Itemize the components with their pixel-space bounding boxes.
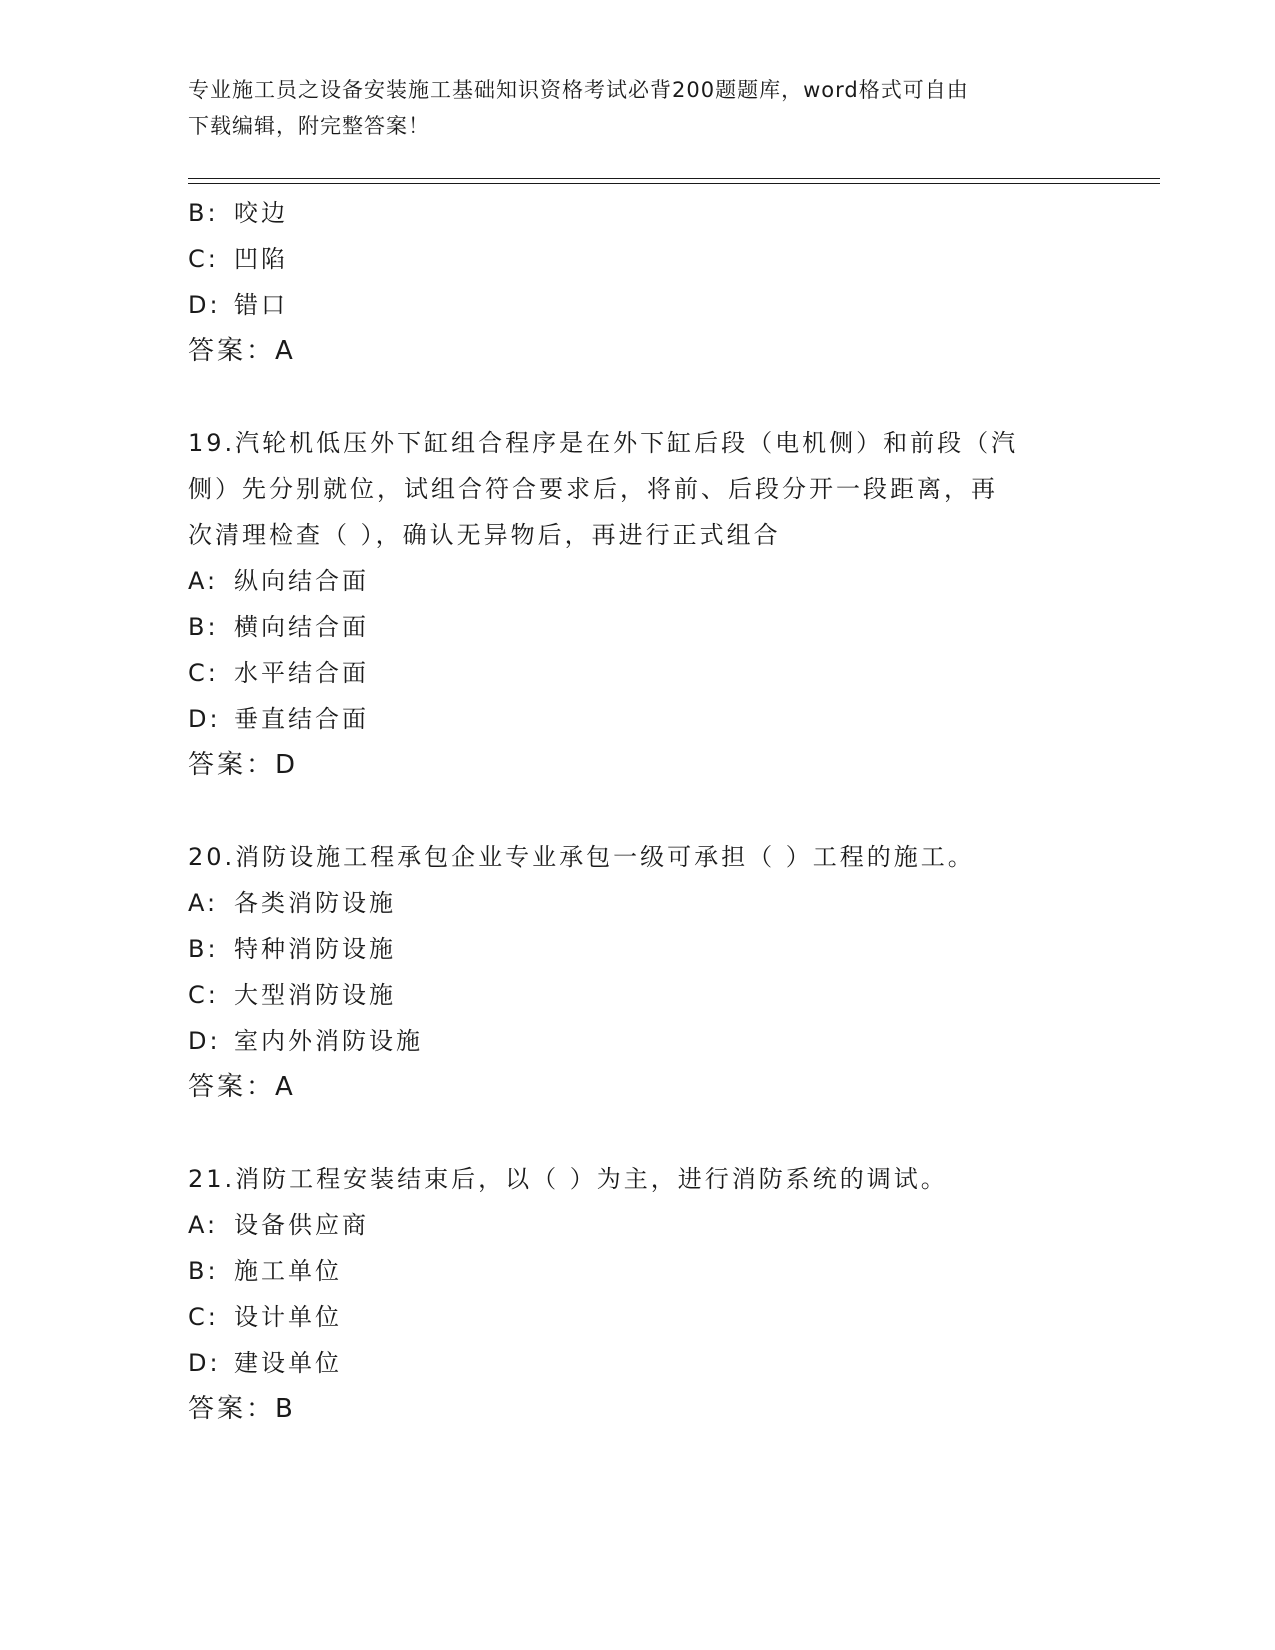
option-b: B: 特种消防设施 bbox=[188, 935, 396, 963]
option-c: C: 大型消防设施 bbox=[188, 981, 396, 1009]
question-19-block bbox=[188, 420, 1088, 788]
option-c: C: 水平结合面 bbox=[188, 659, 369, 687]
question-text-line: 20.消防设施工程承包企业专业承包一级可承担（ ）工程的施工。 bbox=[188, 843, 975, 871]
option-b: B: 施工单位 bbox=[188, 1257, 342, 1285]
document-header bbox=[188, 72, 1088, 144]
answer-line: 答案：A bbox=[188, 1072, 296, 1102]
question-list bbox=[188, 190, 1088, 1432]
option-d: D: 错口 bbox=[188, 291, 288, 319]
option-c: C: 凹陷 bbox=[188, 245, 288, 273]
option-c: C: 设计单位 bbox=[188, 1303, 342, 1331]
option-a: A: 设备供应商 bbox=[188, 1211, 369, 1239]
answer-line: 答案：D bbox=[188, 750, 299, 780]
header-line-1: 专业施工员之设备安装施工基础知识资格考试必背200题题库，word格式可自由 bbox=[188, 78, 969, 102]
answer-line: 答案：A bbox=[188, 336, 296, 366]
question-text-line: 侧）先分别就位，试组合符合要求后，将前、后段分开一段距离，再 bbox=[188, 475, 998, 503]
option-a: A: 各类消防设施 bbox=[188, 889, 396, 917]
question-text-line: 次清理检查（ ），确认无异物后，再进行正式组合 bbox=[188, 521, 781, 549]
header-line-2: 下载编辑，附完整答案！ bbox=[188, 114, 430, 138]
question-20-block bbox=[188, 834, 1088, 1110]
option-b: B: 横向结合面 bbox=[188, 613, 369, 641]
option-d: D: 垂直结合面 bbox=[188, 705, 369, 733]
header-divider-bottom bbox=[188, 183, 1160, 184]
answer-line: 答案：B bbox=[188, 1394, 296, 1424]
question-text-line: 21.消防工程安装结束后，以（ ）为主，进行消防系统的调试。 bbox=[188, 1165, 948, 1193]
option-d: D: 室内外消防设施 bbox=[188, 1027, 423, 1055]
prev-question-block bbox=[188, 190, 1088, 374]
option-a: A: 纵向结合面 bbox=[188, 567, 369, 595]
header-divider-top bbox=[188, 178, 1160, 179]
question-text-line: 19.汽轮机低压外下缸组合程序是在外下缸后段（电机侧）和前段（汽 bbox=[188, 429, 1019, 457]
option-d: D: 建设单位 bbox=[188, 1349, 342, 1377]
option-b: B: 咬边 bbox=[188, 199, 288, 227]
question-21-block bbox=[188, 1156, 1088, 1432]
